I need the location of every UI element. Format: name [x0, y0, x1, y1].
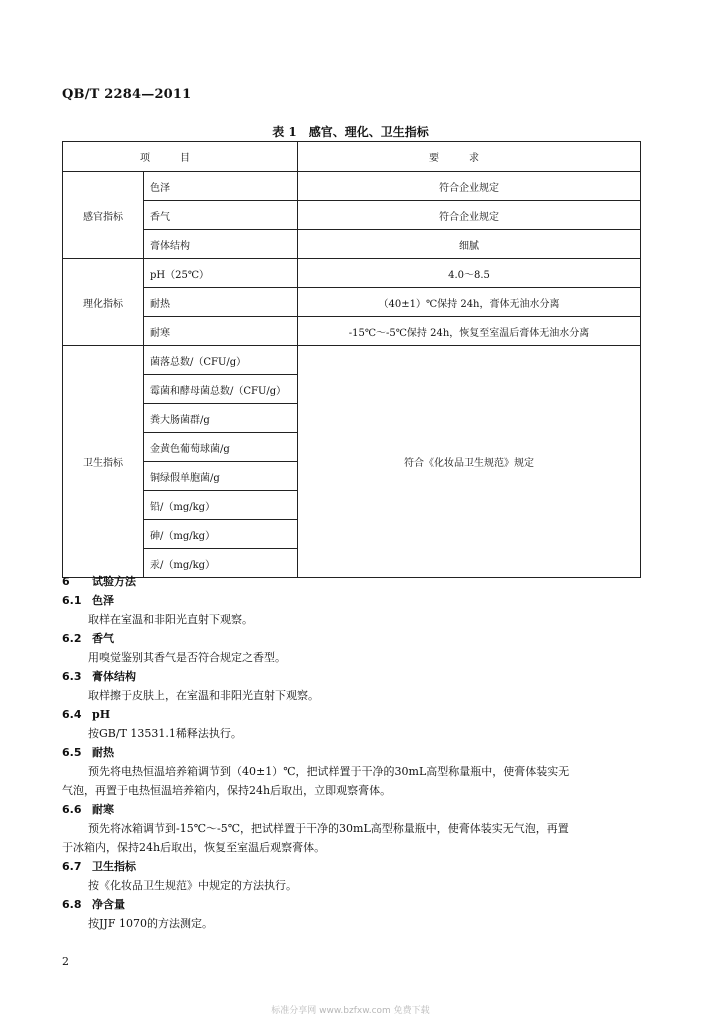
item-cell: 耐热 — [144, 288, 298, 317]
section-heading — [62, 857, 642, 876]
table-row — [63, 317, 641, 346]
requirement-cell: 符合企业规定 — [298, 201, 641, 230]
item-cell: 色泽 — [144, 172, 298, 201]
section-title: 香气 — [92, 632, 114, 645]
section-title: 耐热 — [92, 746, 114, 759]
section-heading — [62, 895, 642, 914]
section-body: 预先将电热恒温培养箱调节到（40±1）℃，把试样置于干净的30mL高型称量瓶中，使膏体装实无 — [88, 765, 570, 778]
spec-table — [62, 141, 641, 578]
item-cell: 铅/（mg/kg） — [144, 491, 298, 520]
header-item: 项目 — [63, 142, 298, 172]
watermark-text: 标准分享网 www.bzfxw.com 免费下载 — [271, 1006, 430, 1016]
table-row — [63, 172, 641, 201]
section-number: 6.5 — [62, 746, 82, 759]
section-heading — [62, 705, 642, 724]
item-cell: pH（25℃） — [144, 259, 298, 288]
section-title: pH — [92, 708, 111, 721]
table-row — [63, 230, 641, 259]
group-sensory: 感官指标 — [63, 172, 144, 259]
item-cell: 砷/（mg/kg） — [144, 520, 298, 549]
section-number: 6.4 — [62, 708, 82, 721]
group-hygiene: 卫生指标 — [63, 346, 144, 578]
section-body: 按JJF 1070的方法测定。 — [88, 917, 213, 930]
section-body-continued: 气泡，再置于电热恒温培养箱内，保持24h后取出，立即观察膏体。 — [62, 784, 392, 797]
table-row — [63, 288, 641, 317]
requirement-cell: 4.0～8.5 — [298, 259, 641, 288]
requirement-cell-hygiene: 符合《化妆品卫生规范》规定 — [298, 346, 641, 578]
item-cell: 金黄色葡萄球菌/g — [144, 433, 298, 462]
section-heading — [62, 800, 642, 819]
section-title: 色泽 — [92, 594, 114, 607]
table-row — [63, 201, 641, 230]
section-body: 取样擦于皮肤上，在室温和非阳光直射下观察。 — [88, 689, 319, 702]
section-heading — [62, 591, 642, 610]
section-body: 预先将冰箱调节到-15℃～-5℃，把试样置于干净的30mL高型称量瓶中，使膏体装实无气泡，再置 — [88, 822, 569, 835]
section-body: 按GB/T 13531.1稀释法执行。 — [88, 727, 242, 740]
requirement-cell: （40±1）℃保持 24h，膏体无油水分离 — [298, 288, 641, 317]
section-number: 6 — [62, 575, 70, 588]
section-body-continued: 于冰箱内，保持24h后取出，恢复至室温后观察膏体。 — [62, 841, 326, 854]
section-number: 6.7 — [62, 860, 82, 873]
section-number: 6.8 — [62, 898, 82, 911]
section-heading — [62, 743, 642, 762]
section-heading — [62, 572, 642, 591]
table-header-row — [63, 142, 641, 172]
standard-code: QB/T 2284—2011 — [62, 87, 192, 102]
item-cell: 铜绿假单胞菌/g — [144, 462, 298, 491]
table-row — [63, 259, 641, 288]
item-cell: 粪大肠菌群/g — [144, 404, 298, 433]
section-number: 6.6 — [62, 803, 82, 816]
section-number: 6.2 — [62, 632, 82, 645]
table-row — [63, 346, 641, 375]
requirement-cell: -15℃～-5℃保持 24h，恢复至室温后膏体无油水分离 — [298, 317, 641, 346]
requirement-cell: 符合企业规定 — [298, 172, 641, 201]
section-body: 按《化妆品卫生规范》中规定的方法执行。 — [88, 879, 297, 892]
section-body: 用嗅觉鉴别其香气是否符合规定之香型。 — [88, 651, 286, 664]
item-cell: 膏体结构 — [144, 230, 298, 259]
page-number: 2 — [62, 955, 69, 968]
group-physicochemical: 理化指标 — [63, 259, 144, 346]
header-requirement: 要求 — [298, 142, 641, 172]
section-title: 膏体结构 — [92, 670, 136, 683]
test-methods — [62, 572, 642, 933]
section-title: 净含量 — [92, 898, 125, 911]
item-cell: 香气 — [144, 201, 298, 230]
section-number: 6.1 — [62, 594, 82, 607]
section-title: 耐寒 — [92, 803, 114, 816]
section-body: 取样在室温和非阳光直射下观察。 — [88, 613, 253, 626]
section-title: 卫生指标 — [92, 860, 136, 873]
section-heading — [62, 629, 642, 648]
item-cell: 耐寒 — [144, 317, 298, 346]
item-cell: 汞/（mg/kg） — [144, 549, 298, 578]
item-cell: 菌落总数/（CFU/g） — [144, 346, 298, 375]
table-caption: 表 1 感官、理化、卫生指标 — [272, 125, 429, 139]
requirement-cell: 细腻 — [298, 230, 641, 259]
item-cell: 霉菌和酵母菌总数/（CFU/g） — [144, 375, 298, 404]
section-heading — [62, 667, 642, 686]
section-number: 6.3 — [62, 670, 82, 683]
section-title: 试验方法 — [92, 575, 136, 588]
